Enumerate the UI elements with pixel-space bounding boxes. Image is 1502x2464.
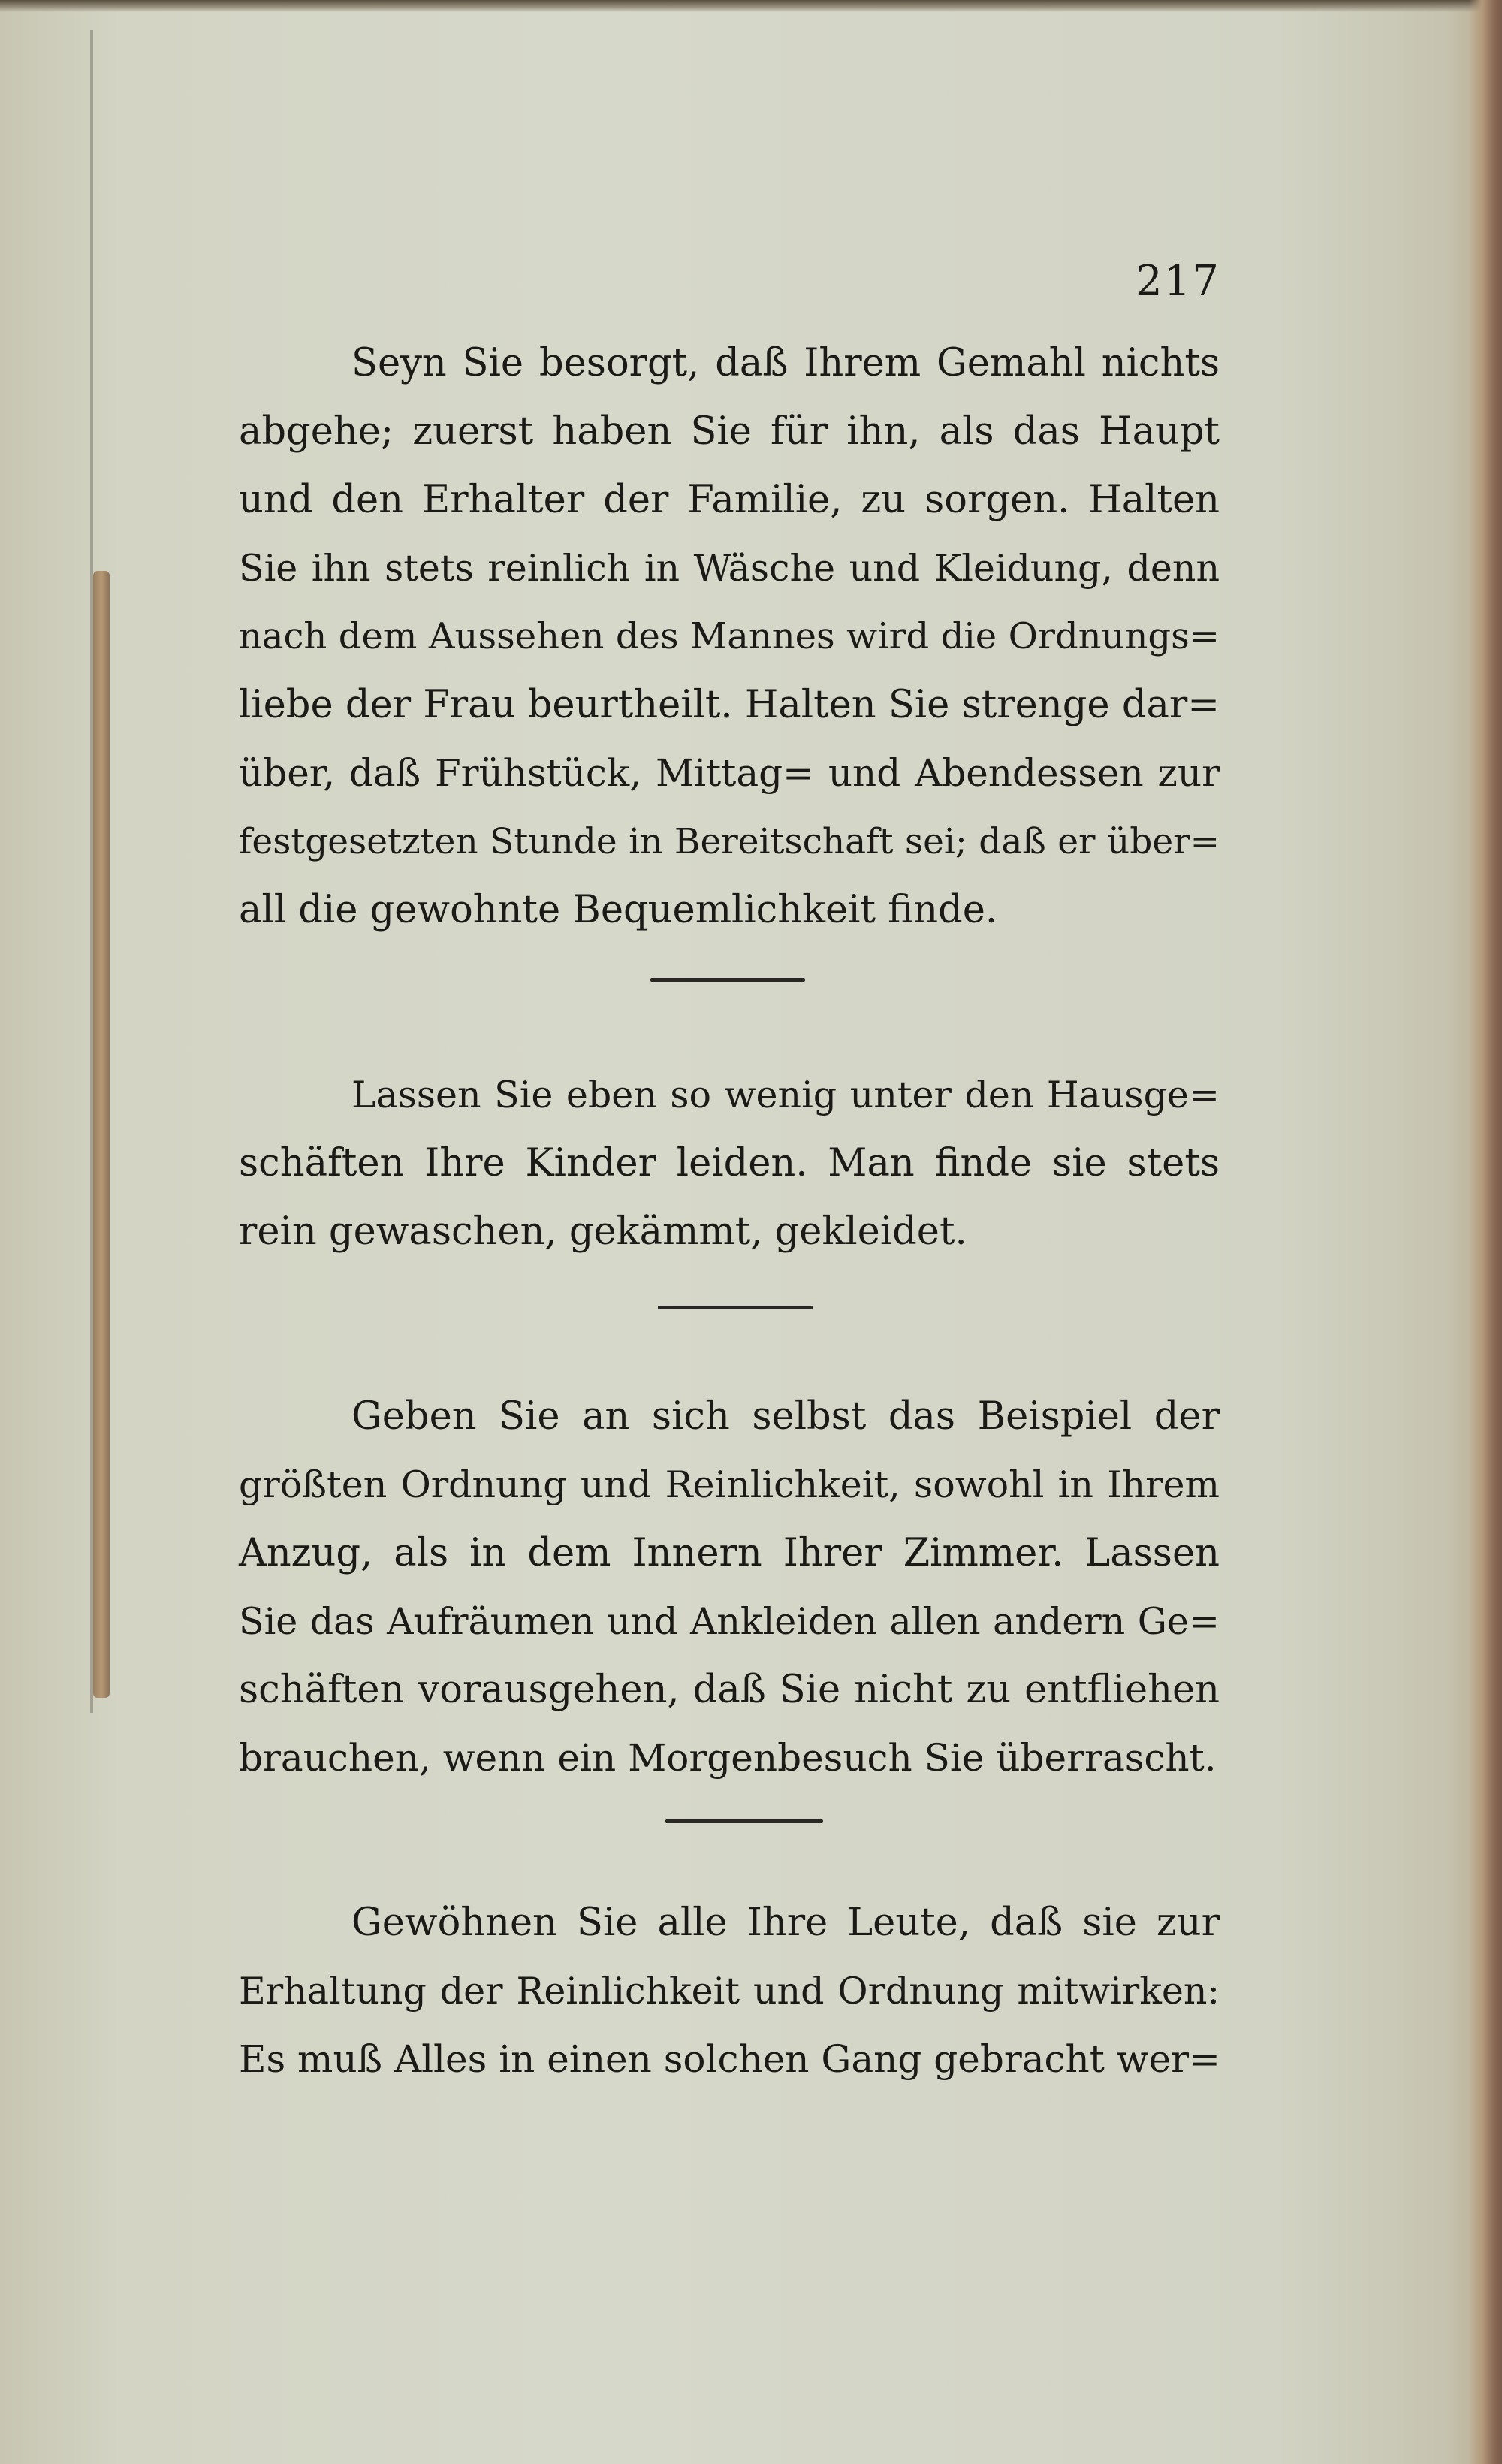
text-line: Geben Sie an sich selbst das Beispiel der (351, 1394, 1220, 1439)
text-line: festgesetzten Stunde in Bereitschaft sei; daß er über= (239, 821, 1220, 862)
text-line: schäften Ihre Kinder leiden. Man finde sie stets (239, 1141, 1220, 1185)
section-divider (658, 1306, 813, 1309)
text-line: abgehe; zuerst haben Sie für ihn, als das Haupt (239, 409, 1220, 454)
paragraph-2 (239, 1061, 1220, 1266)
page-right-edge (1469, 0, 1502, 2464)
text-line: Anzug, als in dem Innern Ihrer Zimmer. Lassen (239, 1531, 1220, 1575)
text-line: schäften vorausgehen, daß Sie nicht zu entfliehen (239, 1668, 1220, 1712)
text-line: Sie ihn stets reinlich in Wäsche und Kleidung, denn (239, 547, 1220, 590)
page-top-edge (0, 0, 1502, 12)
page-number: 217 (1136, 257, 1220, 306)
text-line: Seyn Sie besorgt, daß Ihrem Gemahl nichts (351, 341, 1220, 385)
text-line: rein gewaschen, gekämmt, gekleidet. (239, 1209, 967, 1254)
text-line: nach dem Aussehen des Mannes wird die Ordnungs= (239, 615, 1220, 657)
paragraph-4 (239, 1889, 1220, 2094)
text-line: Gewöhnen Sie alle Ihre Leute, daß sie zur (351, 1901, 1220, 1945)
text-line: all die gewohnte Bequemlichkeit finde. (239, 888, 998, 932)
text-line: brauchen, wenn ein Morgenbesuch Sie überrascht. (239, 1736, 1217, 1780)
paragraph-3 (239, 1382, 1220, 1792)
section-divider (665, 1819, 823, 1823)
section-divider (650, 978, 805, 982)
text-line: liebe der Frau beurtheilt. Halten Sie strenge dar= (239, 683, 1220, 727)
text-line: Sie das Aufräumen und Ankleiden allen andern Ge= (239, 1600, 1220, 1643)
binding-spine (93, 571, 110, 1698)
text-line: über, daß Frühstück, Mittag= und Abendessen zur (239, 751, 1220, 795)
paragraph-1 (239, 329, 1220, 944)
text-line: Es muß Alles in einen solchen Gang gebracht wer= (239, 2037, 1220, 2081)
text-line: und den Erhalter der Familie, zu sorgen. Halten (239, 478, 1220, 522)
text-line: größten Ordnung und Reinlichkeit, sowohl in Ihrem (239, 1463, 1220, 1506)
text-line: Lassen Sie eben so wenig unter den Hausge= (351, 1073, 1220, 1116)
text-line: Erhaltung der Reinlichkeit und Ordnung mitwirken: (239, 1970, 1220, 2013)
